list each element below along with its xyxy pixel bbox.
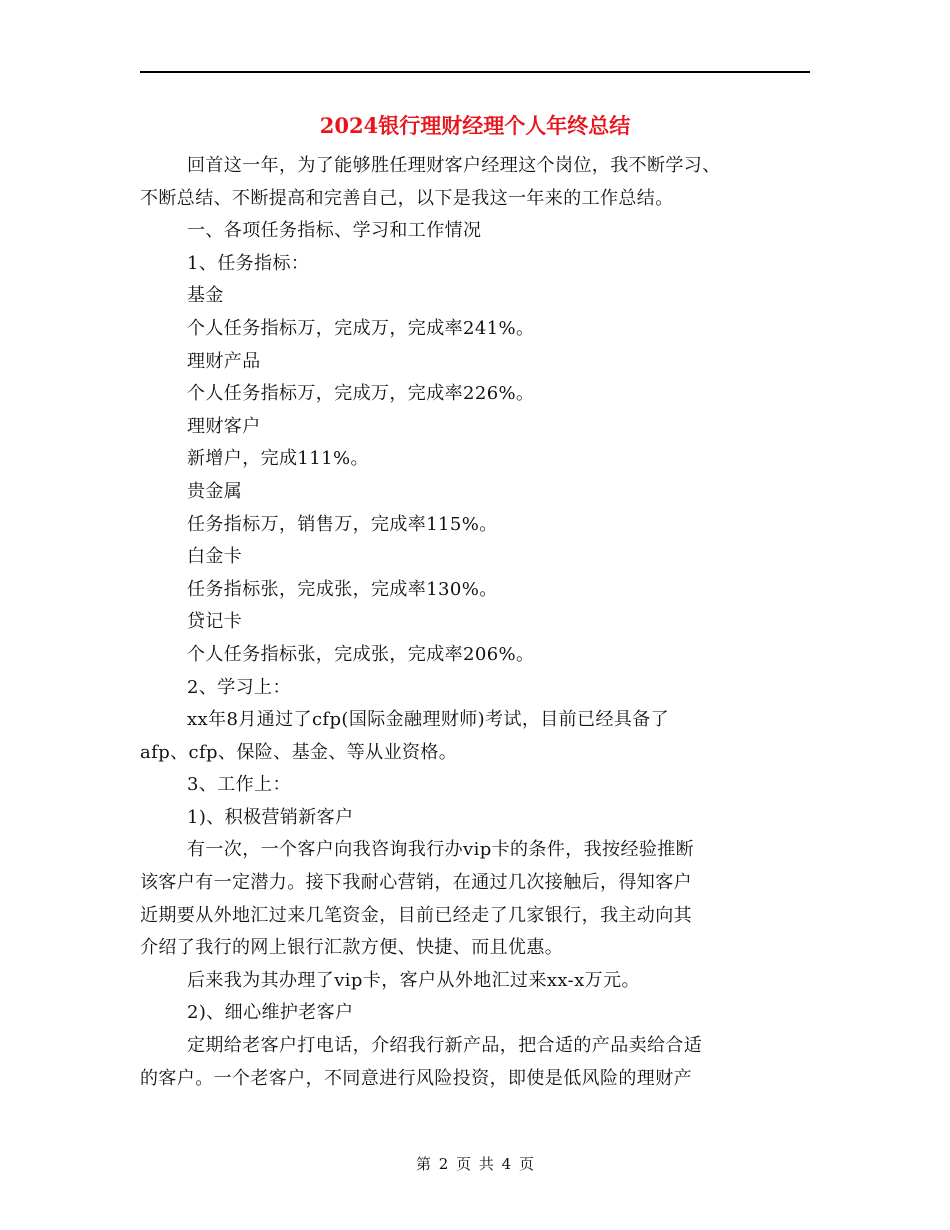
text-line: 回首这一年，为了能够胜任理财客户经理这个岗位，我不断学习、 [187,155,721,176]
text-line: 的客户。一个老客户，不同意进行风险投资，即使是低风险的理财产 [140,1067,692,1089]
text-line: 贵金属 [187,480,243,502]
text-line: 该客户有一定潜力。接下我耐心营销，在通过几次接触后，得知客户 [140,872,692,894]
text-line: 任务指标万，销售万，完成率115%。 [187,513,498,535]
text-line: 介绍了我行的网上银行汇款方便、快捷、而且优惠。 [140,937,564,959]
page-footer: 第 2 页 共 4 页 [416,1155,534,1173]
text-line: xx年8月通过了cfp(国际金融理财师)考试，目前已经具备了 [187,709,670,731]
document-body [140,150,810,1095]
text-line: 个人任务指标张，完成张，完成率206%。 [187,643,535,665]
text-line: 不断总结、不断提高和完善自己，以下是我这一年来的工作总结。 [140,187,674,209]
text-line: 2、学习上： [187,676,291,698]
text-line: 1、任务指标： [187,252,310,274]
text-line: 后来我为其办理了vip卡，客户从外地汇过来xx-x万元。 [187,969,640,991]
text-line: 2)、细心维护老客户 [187,1002,354,1024]
text-line: afp、cfp、保险、基金、等从业资格。 [140,741,458,763]
text-line: 一、各项任务指标、学习和工作情况 [187,220,482,242]
text-line: 理财产品 [187,350,261,372]
text-line: 个人任务指标万，完成万，完成率241%。 [187,317,535,339]
text-line: 基金 [187,285,224,307]
text-line: 理财客户 [187,415,261,437]
text-line: 贷记卡 [187,611,243,633]
text-line: 近期要从外地汇过来几笔资金，目前已经走了几家银行，我主动向其 [140,904,692,926]
text-line: 新增户，完成111%。 [187,448,369,470]
text-line: 有一次，一个客户向我咨询我行办vip卡的条件，我按经验推断 [187,839,695,861]
text-line: 任务指标张，完成张，完成率130%。 [187,578,498,600]
text-line: 定期给老客户打电话，介绍我行新产品，把合适的产品卖给合适 [187,1035,703,1057]
document-title: 2024银行理财经理个人年终总结 [319,113,631,138]
header-rule [140,71,810,73]
text-line: 1)、积极营销新客户 [187,806,354,828]
text-line: 3、工作上： [187,774,291,796]
text-line: 个人任务指标万，完成万，完成率226%。 [187,383,535,405]
text-line: 白金卡 [187,546,243,568]
